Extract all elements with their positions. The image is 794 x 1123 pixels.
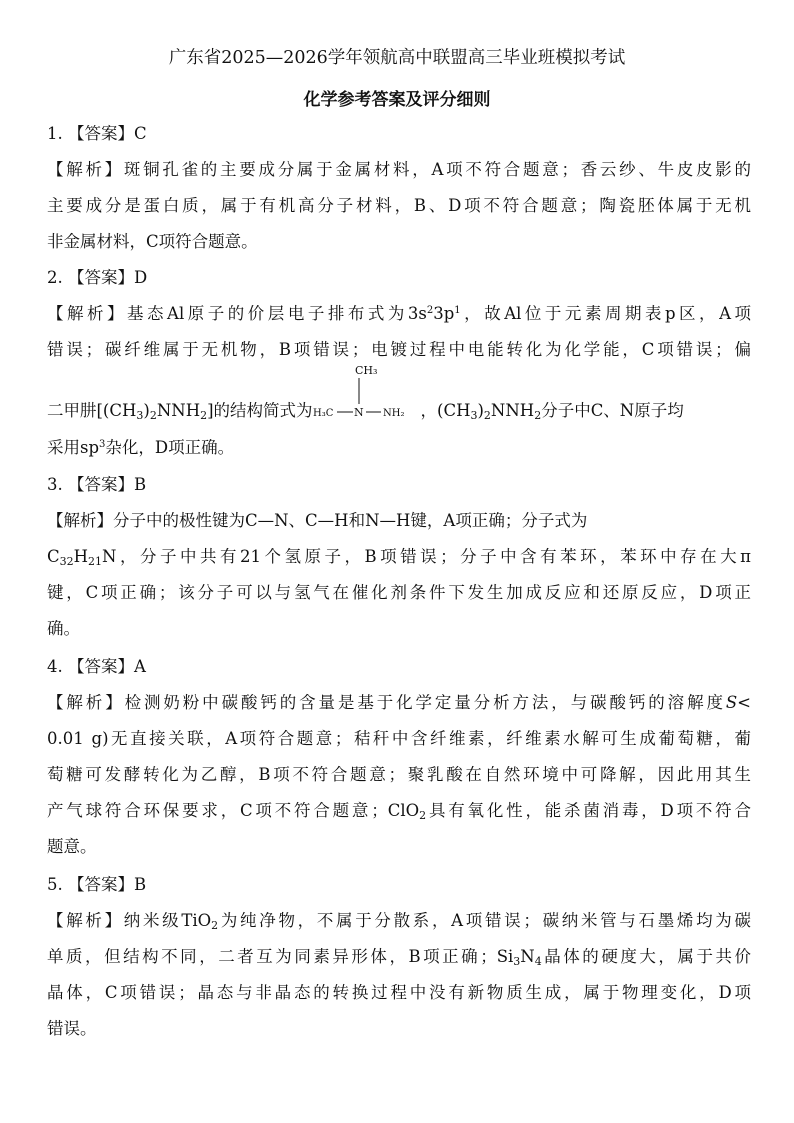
q4-line-4: 产气球符合环保要求，C项不符合题意；ClO$_2$具有氧化性，能杀菌消毒，D项不符合 [47,801,751,822]
struct-nh2: NH₂ [382,408,405,419]
q3-answer: 3. 【答案】B [47,475,147,494]
q2-line-3: 二甲肼$[(CH_3)_2NNH_2]$的结构简式为 CH₃ H₃C N NH₂ ，$(CH_3)_2NNH_2$分子中C、N原子均 [47,364,684,422]
q3-line-3: 键，C项正确；该分子可以与氢气在催化剂条件下发生加成反应和还原反应，D项正 [47,583,751,602]
q4-line-1: 【解析】检测奶粉中碳酸钙的含量是基于化学定量分析方法，与碳酸钙的溶解度S< [47,693,751,712]
q3-line-1: 【解析】分子中的极性键为C—N、C—H和N—H键，A项正确；分子式为 [47,511,588,530]
q2-line-1: 【解析】基态Al原子的价层电子排布式为$3s^23p^1$，故Al位于元素周期表p区，A项 [47,304,751,323]
q5-line-3: 晶体，C项错误；晶态与非晶态的转换过程中没有新物质生成，属于物理变化，D项 [47,983,751,1002]
page-subtitle: 化学参考答案及评分细则 [303,90,491,110]
q2-line-2: 错误；碳纤维属于无机物，B项错误；电镀过程中电能转化为化学能，C项错误；偏 [47,340,751,359]
q1-line-2: 主要成分是蛋白质，属于有机高分子材料，B、D项不符合题意；陶瓷胚体属于无机 [47,196,751,215]
q3-line-4: 确。 [47,619,80,638]
q3-line-2: $C_{32}H_{21}N$，分子中共有21个氢原子，B项错误；分子中含有苯环，苯环中存在大π [47,547,751,568]
q1-answer: 1. 【答案】C [47,124,147,143]
q1-line-3: 非金属材料，C项符合题意。 [47,232,258,251]
struct-h3c: H₃C [312,408,333,419]
q5-line-2: 单质，但结构不同，二者互为同素异形体，B项正确；$Si_3N_4$晶体的硬度大，属于共价 [47,947,751,968]
q5-line-4: 错误。 [47,1019,97,1038]
q2-answer: 2. 【答案】D [47,268,148,287]
q4-line-2: 0.01 g)无直接关联，A项符合题意；秸秆中含纤维素，纤维素水解可生成葡萄糖，葡 [47,729,751,748]
q2-line-4: 采用$sp^3$杂化，D项正确。 [47,438,235,457]
struct-ch3-top: CH₃ [354,364,377,377]
q5-line-1: 【解析】纳米级TiO$_2$为纯净物，不属于分散系，A项错误；碳纳米管与石墨烯均为碳 [47,911,752,932]
q4-answer: 4. 【答案】A [47,657,146,676]
dimethylhydrazine-structure [312,364,421,423]
q4-line-5: 题意。 [47,837,97,856]
q4-line-3: 萄糖可发酵转化为乙醇，B项不符合题意；聚乳酸在自然环境中可降解，因此用其生 [47,765,751,784]
struct-n: N [353,406,364,419]
q5-answer: 5. 【答案】B [47,875,147,894]
page-title: 广东省2025—2026学年领航高中联盟高三毕业班模拟考试 [168,48,626,68]
q1-line-1: 【解析】斑铜孔雀的主要成分属于金属材料，A项不符合题意；香云纱、牛皮皮影的 [47,160,751,179]
